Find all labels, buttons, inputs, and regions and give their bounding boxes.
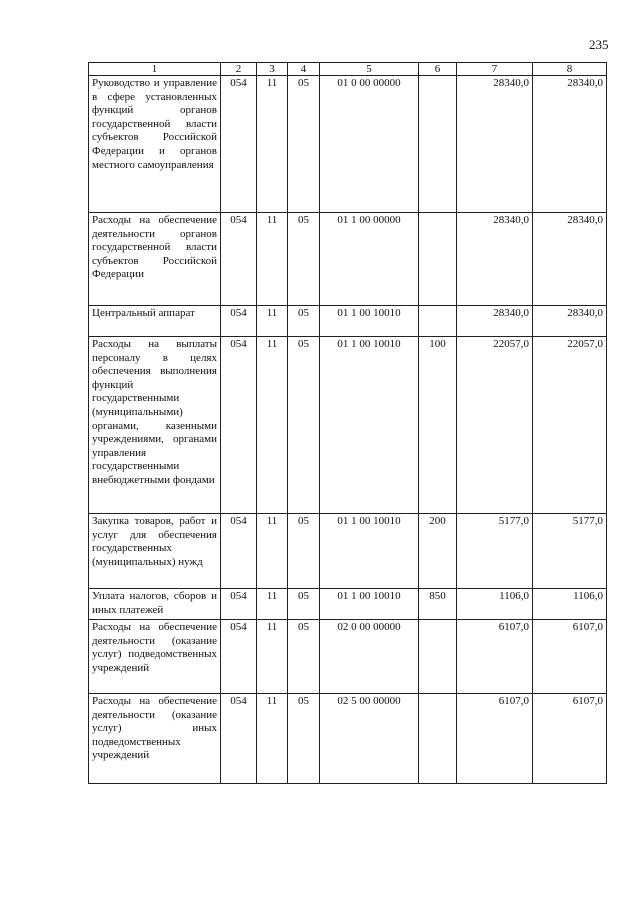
table-row <box>89 76 607 213</box>
cell-c2: 054 <box>221 337 257 514</box>
column-header: 2 <box>221 63 257 76</box>
cell-c2: 054 <box>221 620 257 694</box>
row-name: Расходы на выплаты персоналу в целях обеспечения выполнения функций государственными (муниципальными) органами, казенными учреждениями, органами управления государственными внебюджетными фондами <box>89 337 221 514</box>
cell-c6: 200 <box>419 514 457 589</box>
row-name: Центральный аппарат <box>89 306 221 337</box>
cell-c7: 22057,0 <box>457 337 533 514</box>
cell-c5: 02 5 00 00000 <box>320 694 419 784</box>
column-header: 3 <box>257 63 288 76</box>
cell-c6: 850 <box>419 589 457 620</box>
cell-c4: 05 <box>288 694 320 784</box>
cell-c4: 05 <box>288 213 320 306</box>
budget-table <box>88 62 607 784</box>
table-row <box>89 620 607 694</box>
cell-c6 <box>419 213 457 306</box>
table-row <box>89 337 607 514</box>
cell-c3: 11 <box>257 337 288 514</box>
cell-c7: 28340,0 <box>457 76 533 213</box>
cell-c7: 1106,0 <box>457 589 533 620</box>
table-row <box>89 306 607 337</box>
cell-c4: 05 <box>288 589 320 620</box>
cell-c4: 05 <box>288 337 320 514</box>
column-header: 4 <box>288 63 320 76</box>
cell-c8: 28340,0 <box>533 213 607 306</box>
cell-c4: 05 <box>288 76 320 213</box>
cell-c6 <box>419 620 457 694</box>
row-name: Расходы на обеспечение деятельности (оказание услуг) иных подведомственных учреждений <box>89 694 221 784</box>
table-row <box>89 694 607 784</box>
cell-c5: 01 1 00 10010 <box>320 306 419 337</box>
cell-c8: 6107,0 <box>533 620 607 694</box>
row-name: Уплата налогов, сборов и иных платежей <box>89 589 221 620</box>
column-header: 1 <box>89 63 221 76</box>
cell-c5: 01 0 00 00000 <box>320 76 419 213</box>
cell-c4: 05 <box>288 514 320 589</box>
cell-c8: 22057,0 <box>533 337 607 514</box>
page-number: 235 <box>589 37 609 52</box>
cell-c7: 28340,0 <box>457 213 533 306</box>
cell-c2: 054 <box>221 213 257 306</box>
cell-c2: 054 <box>221 306 257 337</box>
cell-c8: 1106,0 <box>533 589 607 620</box>
cell-c8: 5177,0 <box>533 514 607 589</box>
cell-c5: 01 1 00 00000 <box>320 213 419 306</box>
cell-c8: 28340,0 <box>533 76 607 213</box>
cell-c6 <box>419 76 457 213</box>
cell-c2: 054 <box>221 694 257 784</box>
cell-c2: 054 <box>221 514 257 589</box>
cell-c5: 01 1 00 10010 <box>320 514 419 589</box>
table-row <box>89 213 607 306</box>
cell-c8: 28340,0 <box>533 306 607 337</box>
cell-c2: 054 <box>221 589 257 620</box>
cell-c3: 11 <box>257 694 288 784</box>
row-name: Расходы на обеспечение деятельности (оказание услуг) подведомственных учреждений <box>89 620 221 694</box>
row-name: Руководство и управление в сфере установленных функций органов государственной власти субъектов Российской Федерации и органов местного самоуправления <box>89 76 221 213</box>
column-header: 6 <box>419 63 457 76</box>
cell-c5: 02 0 00 00000 <box>320 620 419 694</box>
cell-c8: 6107,0 <box>533 694 607 784</box>
cell-c3: 11 <box>257 213 288 306</box>
cell-c3: 11 <box>257 76 288 213</box>
cell-c3: 11 <box>257 306 288 337</box>
table-row <box>89 589 607 620</box>
table-row <box>89 514 607 589</box>
header-row <box>89 63 607 76</box>
cell-c7: 6107,0 <box>457 620 533 694</box>
cell-c3: 11 <box>257 620 288 694</box>
column-header: 5 <box>320 63 419 76</box>
cell-c3: 11 <box>257 589 288 620</box>
cell-c7: 5177,0 <box>457 514 533 589</box>
cell-c7: 6107,0 <box>457 694 533 784</box>
cell-c6 <box>419 694 457 784</box>
column-header: 7 <box>457 63 533 76</box>
cell-c4: 05 <box>288 620 320 694</box>
cell-c2: 054 <box>221 76 257 213</box>
cell-c4: 05 <box>288 306 320 337</box>
row-name: Закупка товаров, работ и услуг для обеспечения государственных (муниципальных) нужд <box>89 514 221 589</box>
cell-c6: 100 <box>419 337 457 514</box>
column-header: 8 <box>533 63 607 76</box>
cell-c6 <box>419 306 457 337</box>
row-name: Расходы на обеспечение деятельности органов государственной власти субъектов Российской Федерации <box>89 213 221 306</box>
cell-c3: 11 <box>257 514 288 589</box>
cell-c7: 28340,0 <box>457 306 533 337</box>
cell-c5: 01 1 00 10010 <box>320 337 419 514</box>
cell-c5: 01 1 00 10010 <box>320 589 419 620</box>
